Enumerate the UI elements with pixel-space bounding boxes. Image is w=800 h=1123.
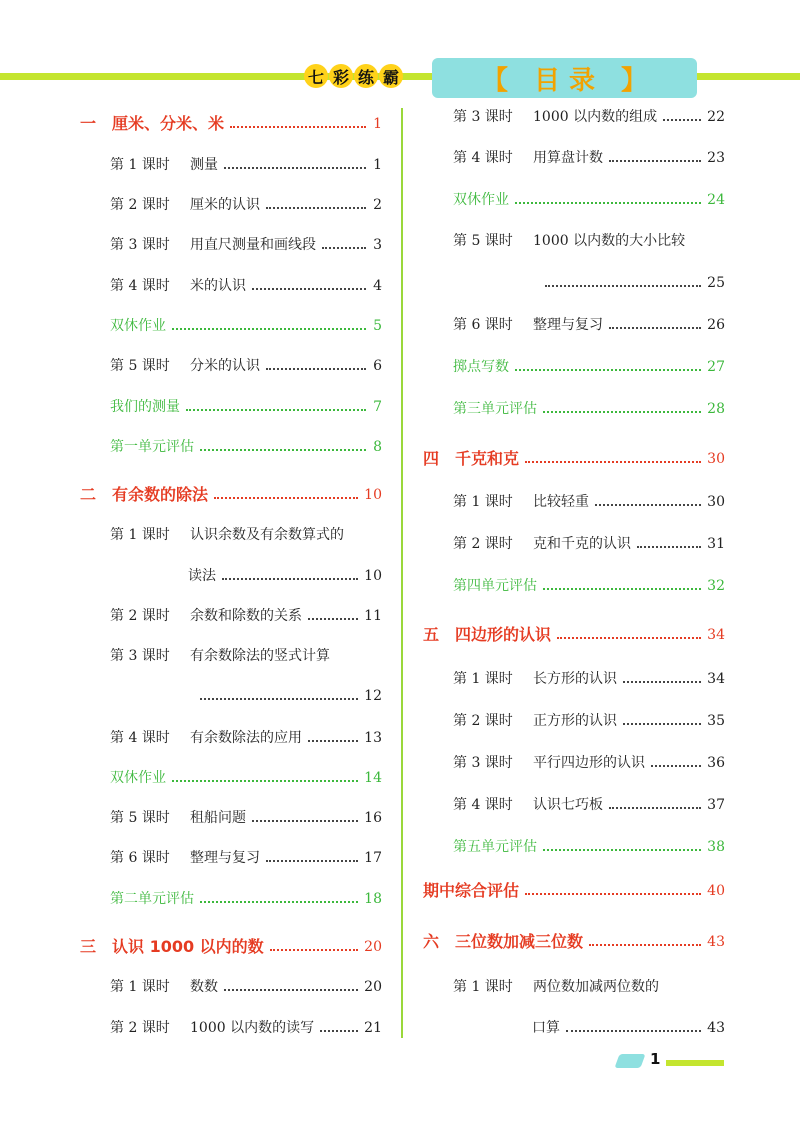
chapter-number: 五 <box>423 625 440 644</box>
lesson-number: 第 3 课时 <box>110 237 170 253</box>
dot-leader <box>515 369 701 371</box>
chapter-title: 期中综合评估 <box>423 881 520 900</box>
chapter-title: 厘米、分米、米 <box>112 114 225 133</box>
toc-entry[interactable] <box>453 102 725 126</box>
page-ref: 5 <box>373 318 382 334</box>
dot-leader <box>515 202 701 204</box>
page-ref: 16 <box>364 810 382 826</box>
toc-entry[interactable] <box>453 790 725 814</box>
lesson-number: 第 3 课时 <box>453 109 513 125</box>
lesson-number: 第 4 课时 <box>453 797 513 813</box>
lesson-title: 1000 以内数的读写 <box>190 1020 315 1036</box>
lesson-number: 第 2 课时 <box>110 1020 170 1036</box>
section-title: 第四单元评估 <box>453 578 537 594</box>
toc-entry[interactable] <box>110 843 382 867</box>
chapter-title: 有余数的除法 <box>112 485 209 504</box>
page-ref: 25 <box>707 275 725 291</box>
toc-entry[interactable] <box>110 392 382 416</box>
section-title: 双休作业 <box>110 770 166 786</box>
dot-leader <box>545 285 701 287</box>
lesson-title: 用直尺测量和画线段 <box>190 237 316 253</box>
dot-leader <box>623 681 701 683</box>
page-ref: 43 <box>707 934 725 950</box>
toc-entry[interactable] <box>110 432 382 456</box>
dot-leader <box>308 618 358 620</box>
page-ref: 34 <box>707 627 725 643</box>
lesson-number: 第 1 课时 <box>110 157 170 173</box>
toc-entry[interactable] <box>453 185 725 209</box>
toc-entry[interactable] <box>453 487 725 511</box>
page-ref: 30 <box>707 494 725 510</box>
toc-entry[interactable] <box>110 150 382 174</box>
lesson-number: 第 3 课时 <box>110 648 170 664</box>
toc-entry[interactable] <box>453 748 725 772</box>
toc-entry[interactable] <box>110 723 382 747</box>
toc-entry[interactable] <box>200 681 382 705</box>
toc-entry[interactable] <box>110 972 382 996</box>
chapter-title: 四边形的认识 <box>455 625 552 644</box>
page-ref: 21 <box>364 1020 382 1036</box>
lesson-number: 第 1 课时 <box>453 494 513 510</box>
bracket-open: 【 <box>481 65 508 96</box>
toc-entry[interactable] <box>110 601 382 625</box>
dot-leader <box>222 578 358 580</box>
toc-entry[interactable] <box>453 226 725 250</box>
toc-entry[interactable] <box>453 143 725 167</box>
toc-entry[interactable] <box>110 520 382 544</box>
chapter-title: 三位数加减三位数 <box>455 932 584 951</box>
toc-entry[interactable] <box>423 876 725 900</box>
toc-entry[interactable] <box>453 664 725 688</box>
lesson-title: 租船问题 <box>190 810 246 826</box>
lesson-title: 长方形的认识 <box>533 671 617 687</box>
toc-entry[interactable] <box>110 763 382 787</box>
dot-leader <box>266 368 366 370</box>
dot-leader <box>609 160 701 162</box>
lesson-title: 有余数除法的竖式计算 <box>190 648 330 664</box>
page-ref: 24 <box>707 192 725 208</box>
lesson-title: 米的认识 <box>190 278 246 294</box>
dot-leader <box>172 780 358 782</box>
lesson-number: 第 1 课时 <box>453 979 513 995</box>
dot-leader <box>224 989 358 991</box>
page-ref: 14 <box>364 770 382 786</box>
page-ref: 17 <box>364 850 382 866</box>
dot-leader <box>543 849 701 851</box>
dot-leader <box>322 247 366 249</box>
section-title: 第二单元评估 <box>110 891 194 907</box>
lesson-title: 认识七巧板 <box>533 797 603 813</box>
page-ref: 3 <box>373 237 382 253</box>
page-number: 1 <box>650 1050 661 1068</box>
dot-leader <box>200 698 358 700</box>
page-ref: 27 <box>707 359 725 375</box>
page-ref: 36 <box>707 755 725 771</box>
toc-entry[interactable] <box>110 803 382 827</box>
toc-entry[interactable] <box>110 190 382 214</box>
lesson-title: 余数和除数的关系 <box>190 608 302 624</box>
dot-leader <box>270 949 358 951</box>
chapter-number: 四 <box>423 449 440 468</box>
dot-leader <box>609 327 701 329</box>
lesson-title: 测量 <box>190 157 218 173</box>
toc-entry[interactable] <box>453 352 725 376</box>
bracket-close: 】 <box>621 65 648 96</box>
page-tab-icon <box>614 1054 645 1068</box>
page-title <box>432 58 697 98</box>
toc-entry[interactable] <box>80 932 382 956</box>
dot-leader <box>224 167 366 169</box>
page-ref: 38 <box>707 839 725 855</box>
dot-leader <box>543 588 701 590</box>
lesson-title: 正方形的认识 <box>533 713 617 729</box>
dot-leader <box>609 807 701 809</box>
page-ref: 11 <box>364 608 382 624</box>
page-ref: 1 <box>373 157 382 173</box>
dot-leader <box>186 409 366 411</box>
toc-entry[interactable] <box>110 311 382 335</box>
dot-leader <box>252 820 358 822</box>
dot-leader <box>595 504 701 506</box>
lesson-number: 第 4 课时 <box>110 730 170 746</box>
toc-entry[interactable] <box>80 109 382 133</box>
lesson-number: 第 2 课时 <box>453 713 513 729</box>
page-ref: 30 <box>707 451 725 467</box>
dot-leader <box>589 944 701 946</box>
dot-leader <box>566 1030 701 1032</box>
dot-leader <box>320 1030 358 1032</box>
lesson-title: 读法 <box>188 568 216 584</box>
lesson-title: 克和千克的认识 <box>533 536 631 552</box>
toc-entry[interactable] <box>110 1013 382 1037</box>
page-ref: 4 <box>373 278 382 294</box>
brand-char: 霸 <box>379 64 403 88</box>
toc-entry[interactable] <box>188 561 382 585</box>
page-ref: 1 <box>373 116 382 132</box>
page-ref: 32 <box>707 578 725 594</box>
lesson-number: 第 5 课时 <box>453 233 513 249</box>
section-title: 第一单元评估 <box>110 439 194 455</box>
page-ref: 20 <box>364 939 382 955</box>
page-ref: 43 <box>707 1020 725 1036</box>
chapter-title: 千克和克 <box>455 449 520 468</box>
chapter-number: 六 <box>423 932 440 951</box>
toc-entry[interactable] <box>453 529 725 553</box>
dot-leader <box>651 765 701 767</box>
toc-entry[interactable] <box>423 444 725 468</box>
title-text: 目 录 <box>533 65 596 96</box>
lesson-title: 用算盘计数 <box>533 150 603 166</box>
lesson-title: 认识余数及有余数算式的 <box>190 527 344 543</box>
toc-entry[interactable] <box>80 480 382 504</box>
dot-leader <box>525 461 701 463</box>
page-ref: 18 <box>364 891 382 907</box>
toc-entry[interactable] <box>545 268 725 292</box>
lesson-number: 第 1 课时 <box>110 979 170 995</box>
dot-leader <box>252 288 366 290</box>
page-ref: 28 <box>707 401 725 417</box>
dot-leader <box>543 411 701 413</box>
column-divider <box>401 108 403 1038</box>
lesson-number: 第 1 课时 <box>453 671 513 687</box>
page-ref: 37 <box>707 797 725 813</box>
chapter-number: 二 <box>80 485 97 504</box>
page-ref: 35 <box>707 713 725 729</box>
section-title: 第三单元评估 <box>453 401 537 417</box>
page-ref: 20 <box>364 979 382 995</box>
page-ref: 22 <box>707 109 725 125</box>
toc-entry[interactable] <box>453 706 725 730</box>
lesson-title: 两位数加减两位数的 <box>533 979 659 995</box>
lesson-number: 第 3 课时 <box>453 755 513 771</box>
dot-leader <box>172 328 366 330</box>
lesson-number: 第 5 课时 <box>110 810 170 826</box>
page-ref: 10 <box>364 568 382 584</box>
toc-entry[interactable] <box>423 927 725 951</box>
brand-char: 彩 <box>329 64 353 88</box>
dot-leader <box>623 723 701 725</box>
chapter-number: 一 <box>80 114 97 133</box>
lesson-title: 整理与复习 <box>533 317 603 333</box>
toc-entry[interactable] <box>453 571 725 595</box>
page-ref: 34 <box>707 671 725 687</box>
lesson-title: 1000 以内数的大小比较 <box>533 233 686 249</box>
lesson-title: 有余数除法的应用 <box>190 730 302 746</box>
lesson-title: 口算 <box>532 1020 560 1036</box>
toc-entry[interactable] <box>453 832 725 856</box>
lesson-title: 厘米的认识 <box>190 197 260 213</box>
brand-logo <box>304 64 403 90</box>
lesson-number: 第 6 课时 <box>453 317 513 333</box>
page-ref: 12 <box>364 688 382 704</box>
lesson-number: 第 5 课时 <box>110 358 170 374</box>
toc-entry[interactable] <box>110 271 382 295</box>
lesson-title: 数数 <box>190 979 218 995</box>
dot-leader <box>200 901 358 903</box>
section-title: 掷点写数 <box>453 359 509 375</box>
dot-leader <box>637 546 701 548</box>
dot-leader <box>230 126 366 128</box>
lesson-number: 第 4 课时 <box>110 278 170 294</box>
toc-entry[interactable] <box>110 641 382 665</box>
toc-entry[interactable] <box>453 394 725 418</box>
lesson-title: 比较轻重 <box>533 494 589 510</box>
section-title: 双休作业 <box>453 192 509 208</box>
page-ref: 10 <box>364 487 382 503</box>
toc-entry[interactable] <box>423 620 725 644</box>
lesson-number: 第 6 课时 <box>110 850 170 866</box>
toc-entry[interactable] <box>453 972 725 996</box>
dot-leader <box>266 860 358 862</box>
page-ref: 40 <box>707 883 725 899</box>
page-ref: 8 <box>373 439 382 455</box>
toc-entry[interactable] <box>110 351 382 375</box>
page-ref: 2 <box>373 197 382 213</box>
page-ref: 23 <box>707 150 725 166</box>
dot-leader <box>200 449 366 451</box>
lesson-title: 1000 以内数的组成 <box>533 109 658 125</box>
lesson-number: 第 2 课时 <box>110 197 170 213</box>
page-ref: 26 <box>707 317 725 333</box>
lesson-number: 第 1 课时 <box>110 527 170 543</box>
toc-entry[interactable] <box>453 310 725 334</box>
page-ref: 6 <box>373 358 382 374</box>
section-title: 第五单元评估 <box>453 839 537 855</box>
page-ref: 7 <box>373 399 382 415</box>
lesson-title: 整理与复习 <box>190 850 260 866</box>
lesson-number: 第 2 课时 <box>453 536 513 552</box>
lesson-title: 平行四边形的认识 <box>533 755 645 771</box>
section-title: 双休作业 <box>110 318 166 334</box>
dot-leader <box>557 637 701 639</box>
chapter-number: 三 <box>80 937 97 956</box>
dot-leader <box>308 740 358 742</box>
footer-rule <box>666 1060 724 1066</box>
toc-entry[interactable] <box>110 230 382 254</box>
chapter-title: 认识 1000 以内的数 <box>112 937 264 956</box>
dot-leader <box>214 497 358 499</box>
brand-char: 练 <box>354 64 378 88</box>
lesson-number: 第 2 课时 <box>110 608 170 624</box>
page-ref: 31 <box>707 536 725 552</box>
toc-entry[interactable] <box>532 1013 725 1037</box>
brand-char: 七 <box>304 64 328 88</box>
dot-leader <box>266 207 366 209</box>
toc-entry[interactable] <box>110 884 382 908</box>
dot-leader <box>663 119 701 121</box>
section-title: 我们的测量 <box>110 399 180 415</box>
lesson-title: 分米的认识 <box>190 358 260 374</box>
page-ref: 13 <box>364 730 382 746</box>
dot-leader <box>525 893 701 895</box>
lesson-number: 第 4 课时 <box>453 150 513 166</box>
